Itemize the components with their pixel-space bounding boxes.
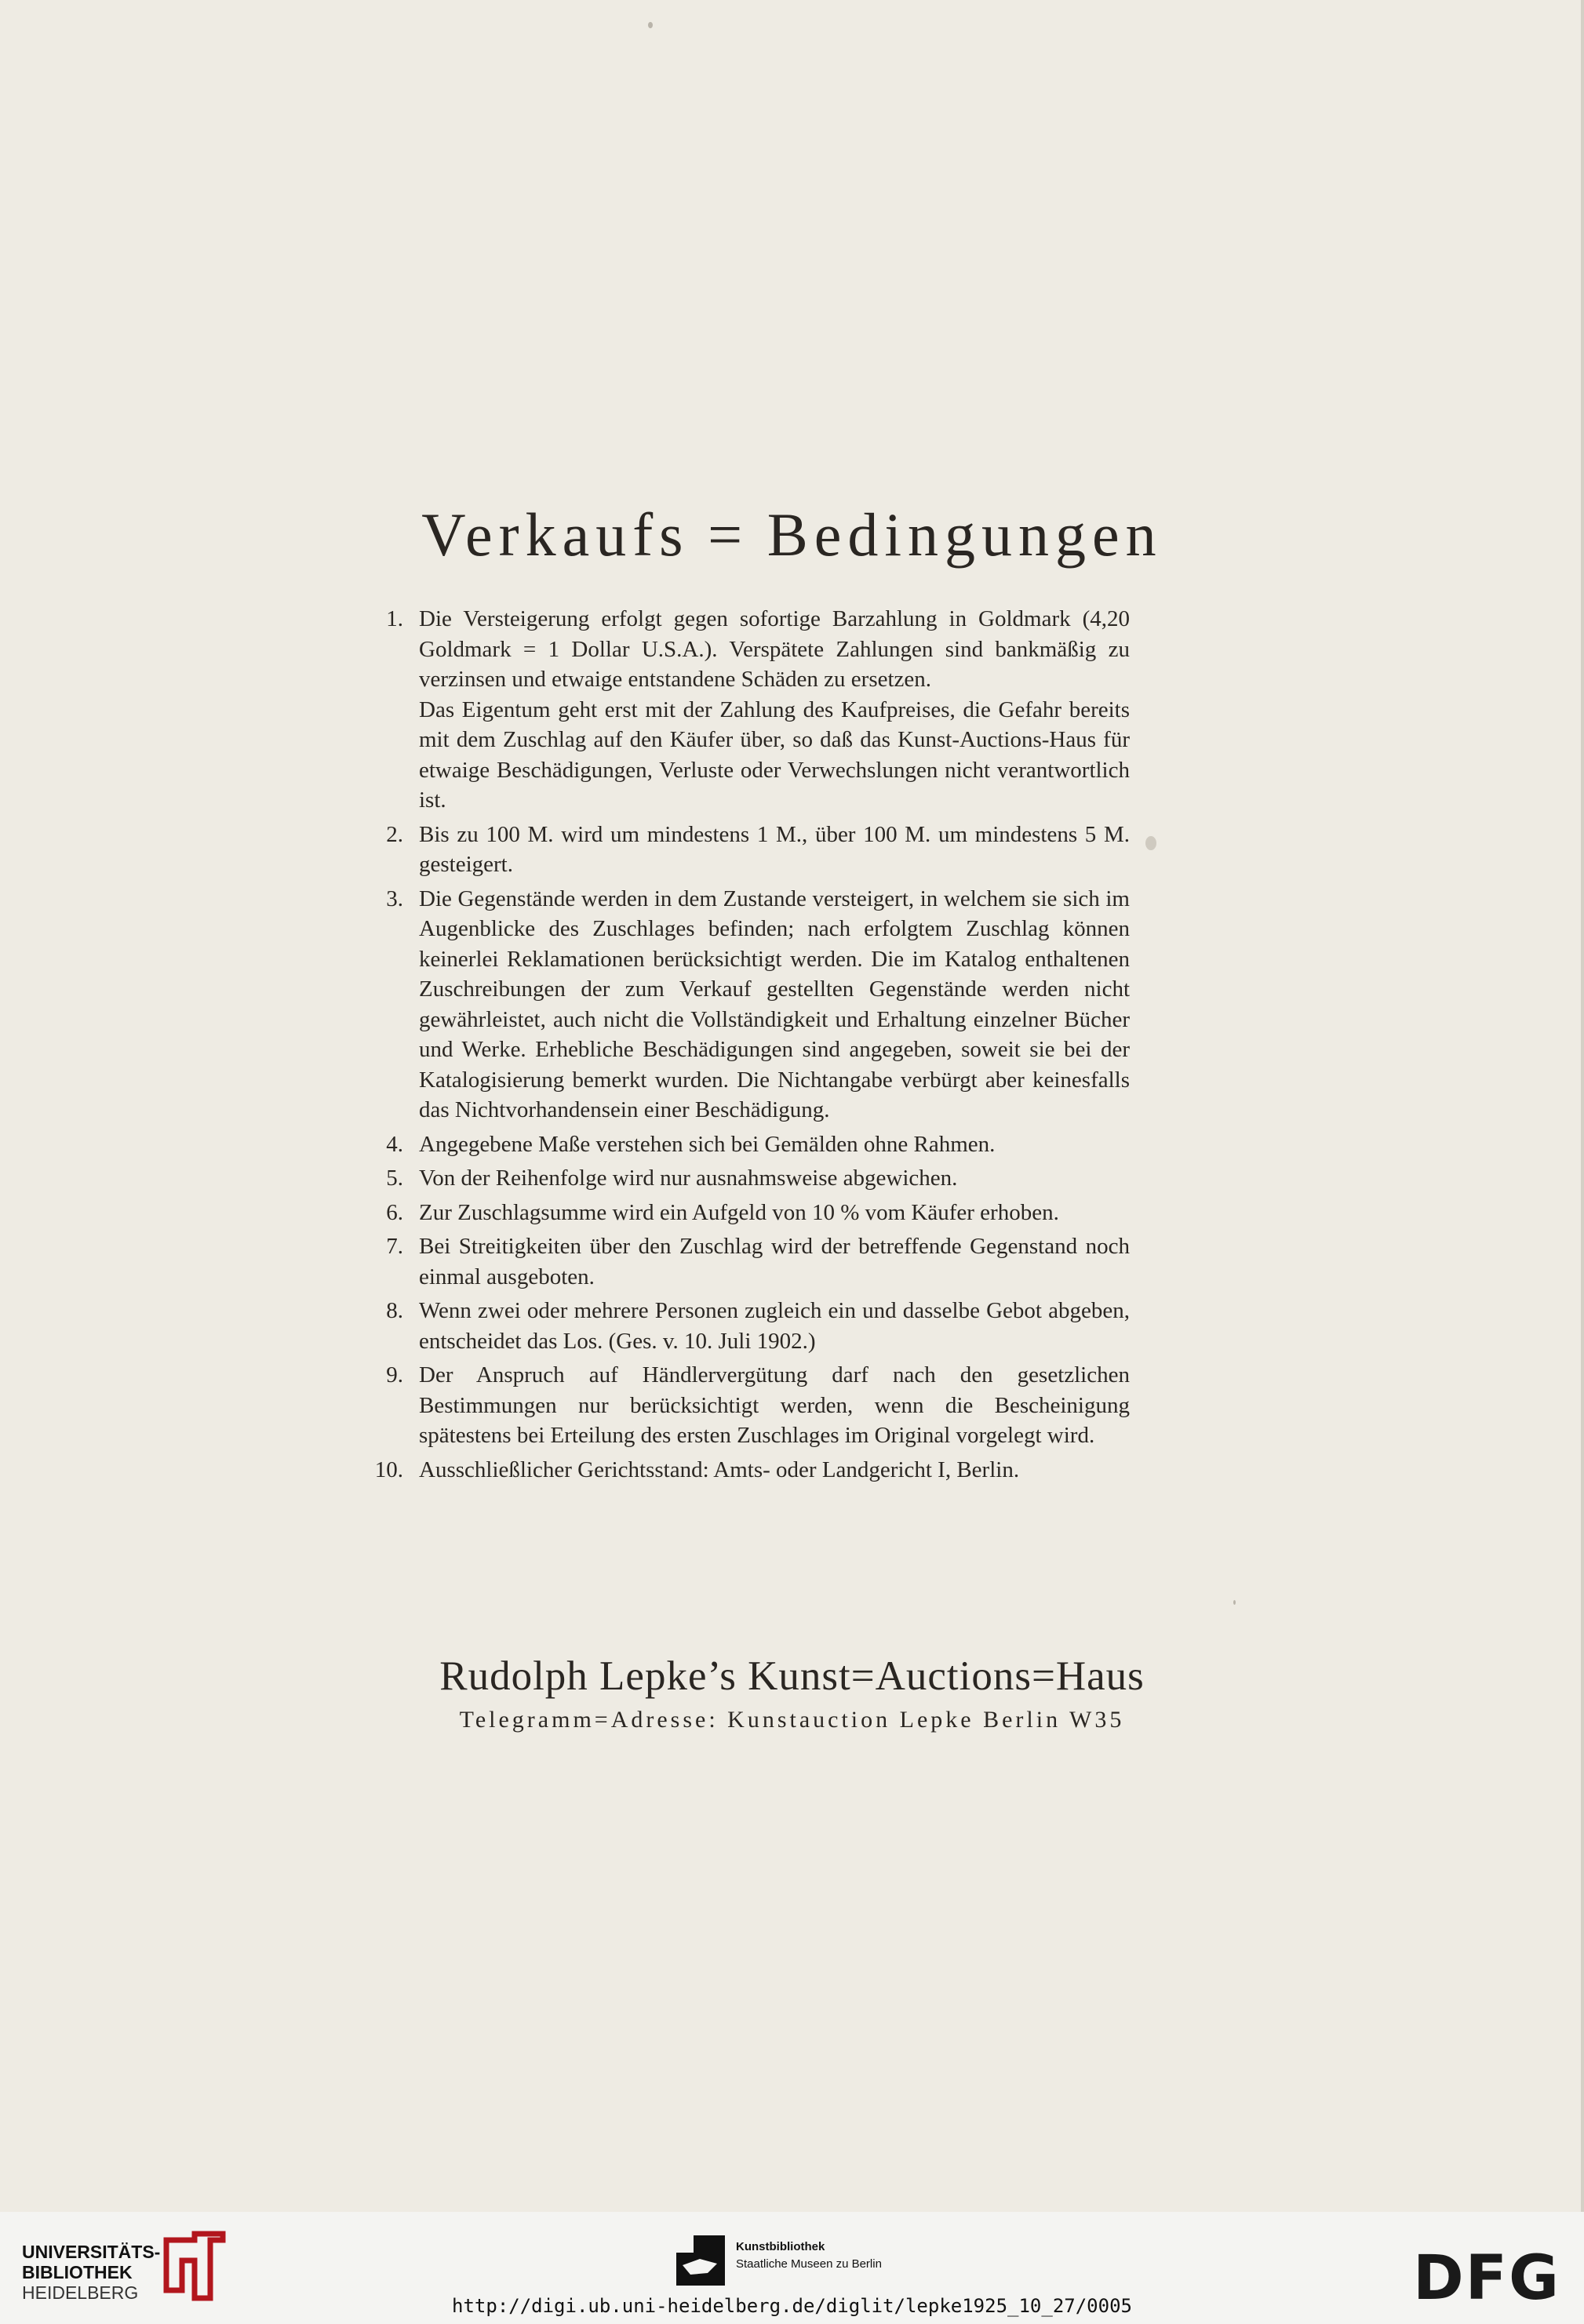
paper-speck [1145,836,1156,850]
condition-number: 1. [386,606,403,631]
condition-text: Zur Zuschlagsumme wird ein Aufgeld von 10 % vom Käufer erhoben. [419,1199,1059,1225]
condition-number: 8. [386,1298,403,1323]
condition-text: Von der Reihenfolge wird nur ausnahmsweise abgewichen. [419,1166,958,1191]
conditions-list [361,604,1130,1489]
condition-text: Die Gegenstände werden in dem Zustande versteigert, in welchem sie sich im Augenblicke des Zuschlages befinden; nach erfolgtem Zuschlag können keinerlei Reklamationen berücksichtigt werden. Die im Katalog enthaltenen Zuschreibungen der zum Verkauf gestellten Gegenstände werden nicht gewährleistet, auch nicht die Vollständigkeit und Erhaltung einzelner Bücher und Werke. Erhebliche Beschädigungen sind angegeben, soweit sie bei der Katalogisierung bemerkt wurden. Die Nichtangabe verbürgt aber keinesfalls das Nichtvorhandensein einer Beschädigung. [419,886,1130,1122]
condition-number: 5. [386,1166,403,1191]
condition-text: Angegebene Maße verstehen sich bei Gemälden ohne Rahmen. [419,1131,996,1157]
paper-speck [1233,1600,1236,1605]
condition-number: 7. [386,1234,403,1259]
condition-item [361,604,1130,816]
condition-number: 9. [386,1362,403,1387]
condition-item [361,1296,1130,1356]
permalink-url[interactable]: http://digi.ub.uni-heidelberg.de/diglit/lepke1925_10_27/0005 [452,2295,1132,2317]
condition-text: Wenn zwei oder mehrere Personen zugleich ein und dasselbe Gebot abgeben, entscheidet das Los. (Ges. v. 10. Juli 1902.) [419,1298,1130,1354]
university-label: UNIVERSITÄTS- [22,2242,161,2262]
condition-number: 6. [386,1199,403,1225]
condition-number: 2. [386,821,403,847]
condition-item [361,1198,1130,1228]
digitization-footer [0,2212,1584,2324]
condition-number: 3. [386,886,403,911]
condition-item [361,1231,1130,1292]
paper-speck [648,22,653,28]
dfg-logo[interactable]: DFG [1412,2243,1560,2314]
page-edge [1581,0,1584,2212]
city-label: HEIDELBERG [22,2282,139,2303]
museum-name: Staatliche Museen zu Berlin [736,2257,882,2271]
condition-item [361,884,1130,1126]
condition-item [361,1360,1130,1451]
kunstbibliothek-name: Kunstbibliothek [736,2240,825,2253]
heidelberg-library-icon[interactable] [158,2229,229,2301]
condition-text: Der Anspruch auf Händlervergütung darf nach den gesetzlichen Bestimmungen nur berücksichtigt werden, wenn die Bescheinigung spätestens bei Erteilung des ersten Zuschlages im Original vorgelegt wird. [419,1362,1130,1448]
condition-item [361,820,1130,880]
kunstbibliothek-label[interactable] [736,2239,882,2273]
condition-item [361,1455,1130,1486]
telegram-address: Telegramm=Adresse: Kunstauction Lepke Berlin W35 [459,1707,1125,1733]
library-label: BIBLIOTHEK [22,2262,133,2282]
condition-text: Ausschließlicher Gerichtsstand: Amts- oder Landgericht I, Berlin. [419,1457,1020,1482]
page-title: Verkaufs = Bedingungen [421,500,1163,569]
auction-house-name: Rudolph Lepke’s Kunst=Auctions=Haus [439,1653,1145,1699]
kunstbibliothek-icon[interactable] [676,2235,725,2286]
condition-number: 4. [386,1131,403,1157]
condition-item [361,1129,1130,1160]
condition-item [361,1163,1130,1194]
condition-paragraph: Das Eigentum geht erst mit der Zahlung des Kaufpreises, die Gefahr bereits mit dem Zuschlag auf den Käufer über, so daß das Kunst-Auctions-Haus für etwaige Beschädigungen, Verluste oder Verwechslungen nicht verantwortlich ist. [419,696,1130,813]
condition-text: Die Versteigerung erfolgt gegen sofortige Barzahlung in Goldmark (4,20 Goldmark = 1 Dollar U.S.A.). Verspätete Zahlungen sind bankmäßig zu verzinsen und etwaige entstandene Schäden zu ersetzen. [419,606,1130,692]
condition-text: Bei Streitigkeiten über den Zuschlag wird der betreffende Gegenstand noch einmal ausgeboten. [419,1234,1130,1289]
condition-text: Bis zu 100 M. wird um mindestens 1 M., über 100 M. um mindestens 5 M. gesteigert. [419,821,1130,877]
condition-number: 10. [374,1457,403,1482]
heidelberg-library-logo-text[interactable] [22,2242,160,2303]
